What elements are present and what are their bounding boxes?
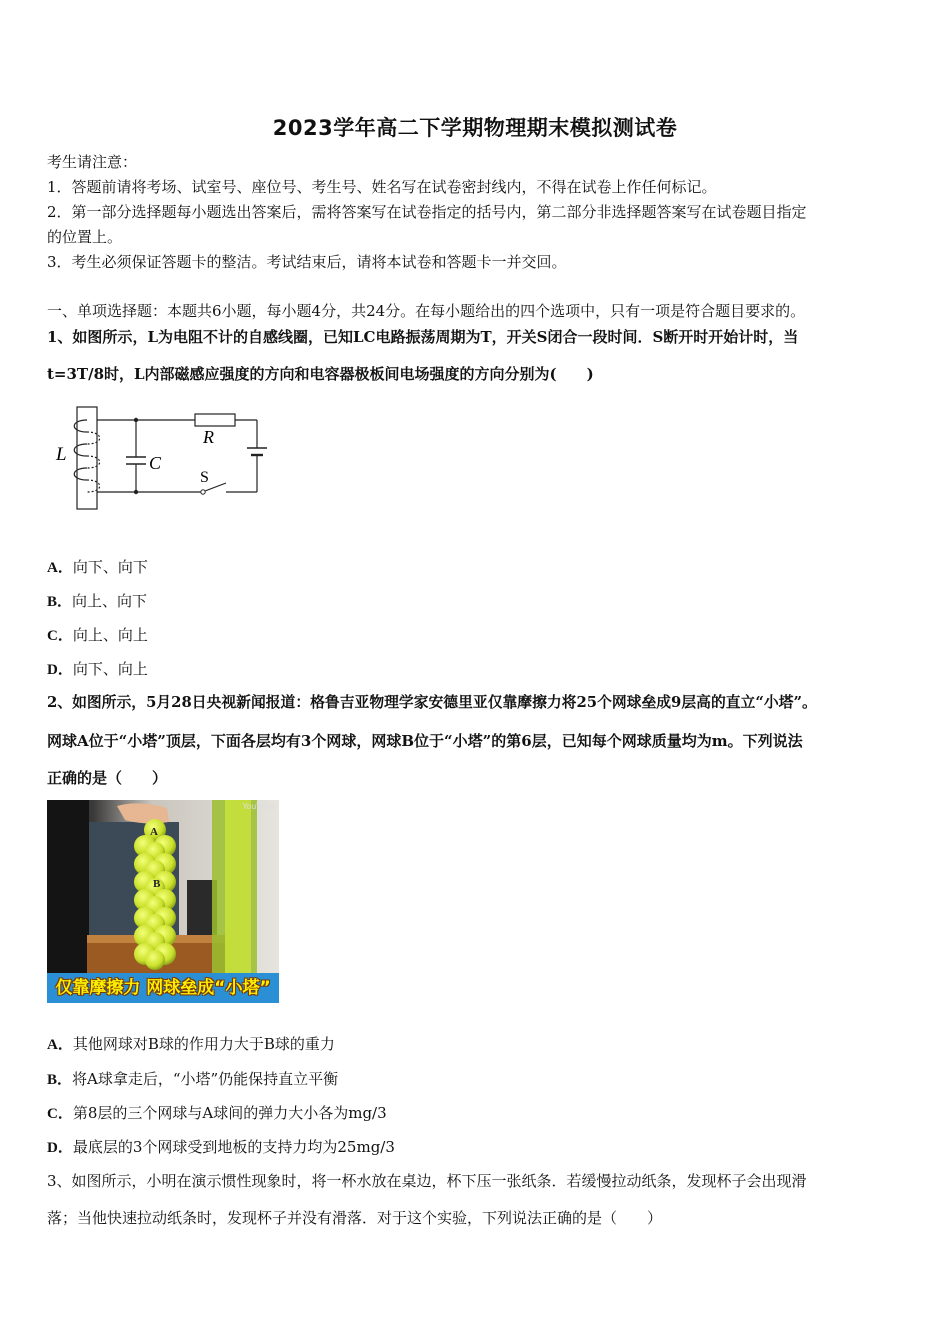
q1-stem-line2: t=3T/8时，L内部磁感应强度的方向和电容器极板间电场强度的方向分别为( ) xyxy=(47,365,594,383)
notice-item-3: 3．考生必须保证答题卡的整洁。考试结束后，请将本试卷和答题卡一并交回。 xyxy=(47,253,567,271)
q1-option-c[interactable]: C．向上、向上 xyxy=(47,626,148,644)
label-R: R xyxy=(203,427,214,447)
q1-option-b[interactable]: B．向上、向下 xyxy=(47,592,148,610)
q2-photo xyxy=(47,800,279,1003)
youtube-logo: YouTube xyxy=(242,802,275,811)
q2-option-c[interactable]: C．第8层的三个网球与A球间的弹力大小各为mg/3 xyxy=(47,1104,387,1122)
q1-circuit-diagram xyxy=(50,400,280,515)
label-S: S xyxy=(200,469,209,486)
notice-item-2-cont: 的位置上。 xyxy=(47,228,123,246)
switch xyxy=(201,490,205,494)
notice-item-2: 2．第一部分选择题每小题选出答案后，需将答案写在试卷指定的括号内，第二部分非选择题答案写在试卷题目指定 xyxy=(47,203,807,221)
notice-heading: 考生请注意： xyxy=(47,153,138,171)
q2-option-d[interactable]: D．最底层的3个网球受到地板的支持力均为25mg/3 xyxy=(47,1138,395,1156)
q1-option-d[interactable]: D．向下、向上 xyxy=(47,660,148,678)
page-title: 2023学年高二下学期物理期末模拟测试卷 xyxy=(272,116,678,140)
label-C: C xyxy=(149,453,162,473)
ball-label-a: A xyxy=(150,826,158,838)
q3-stem-line1: 3、如图所示，小明在演示惯性现象时，将一杯水放在桌边，杯下压一张纸条．若缓慢拉动纸条，发现杯子会出现滑 xyxy=(47,1172,807,1190)
ball-label-b: B xyxy=(153,878,161,890)
ball-stack xyxy=(134,819,176,970)
photo-caption: 仅靠摩擦力 网球垒成“小塔” xyxy=(47,973,279,1003)
q2-stem-line2: 网球A位于“小塔”顶层，下面各层均有3个网球，网球B位于“小塔”的第6层，已知每个网球质量均为m。下列说法 xyxy=(47,732,803,750)
notice-item-1: 1．答题前请将考场、试室号、座位号、考生号、姓名写在试卷密封线内，不得在试卷上作任何标记。 xyxy=(47,178,717,196)
section-heading: 一、单项选择题：本题共6小题，每小题4分，共24分。在每小题给出的四个选项中，只有一项是符合题目要求的。 xyxy=(47,302,806,320)
coil-windings xyxy=(74,420,100,492)
label-L: L xyxy=(56,444,67,465)
q2-option-b[interactable]: B．将A球拿走后，“小塔”仍能保持直立平衡 xyxy=(47,1070,339,1088)
q1-stem-line1: 1、如图所示，L为电阻不计的自感线圈，已知LC电路振荡周期为T，开关S闭合一段时间．S断开时开始计时，当 xyxy=(47,328,799,346)
q2-stem-line3: 正确的是（ ） xyxy=(47,769,168,787)
q2-option-a[interactable]: A．其他网球对B球的作用力大于B球的重力 xyxy=(47,1035,335,1053)
q2-stem-line1: 2、如图所示，5月28日央视新闻报道：格鲁吉亚物理学家安德里亚仅靠摩擦力将25个网球垒成9层高的直立“小塔”。 xyxy=(47,694,817,711)
q3-stem-line2: 落；当他快速拉动纸条时，发现杯子并没有滑落．对于这个实验，下列说法正确的是（ ） xyxy=(47,1209,663,1227)
resistor xyxy=(195,414,235,426)
q1-option-a[interactable]: A．向下、向下 xyxy=(47,558,148,576)
